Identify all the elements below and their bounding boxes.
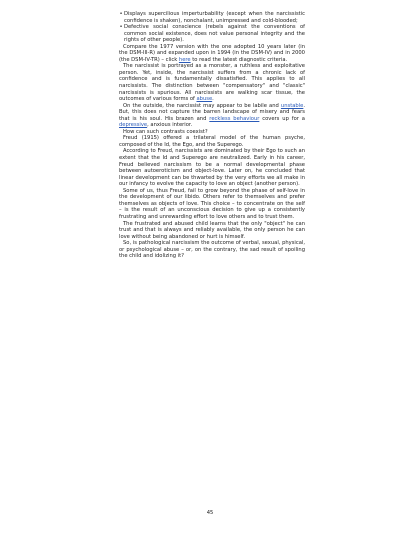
page-number: 45: [206, 510, 214, 516]
bullet-item: • Defective social conscience (rebels against the conventions of common social existence, does not value personal integrity and the rights of other people).: [119, 24, 305, 44]
paragraph: Freud (1915) offered a trilateral model of the human psyche, composed of the Id, the Ego, and the Superego.: [119, 135, 305, 148]
paragraph-text: The narcissist is portrayed as a monster, a ruthless and exploitative person. Yet, inside, the narcissist suffers from a chronic lack of confidence and is fundamentally dissatisfied. This applies to all narcissists. The distinction between "compensatory" and "classic" narcissists is spurious. All narcissists are walking scar tissue, the outcomes of various forms of: [119, 63, 305, 103]
paragraph: Some of us, thus Freud, fail to grow beyond the phase of self-love in the development of our libido. Others refer to themselves and prefer themselves as objects of love. This choice – to concentrate on the self – is the result of an unconscious decision to give up a consistently frustrating and unrewarding effort to love others and to trust them.: [119, 187, 305, 220]
paragraph: The frustrated and abused child learns that the only "object" he can trust and that is always and reliably available, the only person he can love without being abandoned or hurt is himself.: [119, 220, 305, 240]
paragraph-text: to read the latest diagnostic criteria.: [190, 56, 288, 63]
paragraph: How can such contrasts coexist?: [123, 128, 208, 135]
paragraph: [119, 44, 305, 64]
body-text: [119, 11, 305, 260]
paragraph: So, is pathological narcissism the outcome of verbal, sexual, physical, or psychological abuse – or, on the contrary, the sad result of spoiling the child and idolizing it?: [119, 240, 305, 260]
paragraph-text: covers up for a: [259, 115, 305, 122]
depressive-link[interactable]: depressive: [119, 122, 148, 129]
paragraph-text: .: [212, 96, 214, 103]
bullet-item: • Displays supercilious imperturbability (except when the narcissistic confidence is shaken), nonchalant, unimpressed and cold-blooded;: [119, 11, 305, 24]
paragraph: [119, 103, 305, 129]
abuse-link[interactable]: abuse: [196, 96, 213, 103]
unstable-link[interactable]: unstable: [280, 102, 304, 109]
paragraph-text: Compare the 1977 version with the one adopted 10 years later (in the DSM-III-R) and expanded upon in 1994 (in the DSM-IV) and in 2000 (the DSM-IV-TR) – click: [119, 43, 305, 63]
paragraph-text: . But, this does not capture the barren landscape of misery and fears that is his soul. His brazen and: [119, 102, 305, 122]
here-link[interactable]: here: [178, 56, 191, 63]
reckless-behaviour-link[interactable]: reckless behaviour: [209, 115, 260, 122]
paragraph: [119, 63, 305, 102]
paragraph-text: , anxious interior.: [147, 122, 193, 129]
paragraph-text: On the outside, the narcissist may appear to be labile and: [123, 102, 281, 109]
paragraph: According to Freud, narcissists are dominated by their Ego to such an extent that the Id and Superego are neutralized. Early in his career, Freud believed narcissism to be a normal developmental phase between autoeroticism and object-love. Later on, he concluded that linear development can be thwarted by the very efforts we all make in our infancy to evolve the capacity to love an object (another person).: [119, 148, 305, 188]
bullet-list: [119, 11, 305, 44]
